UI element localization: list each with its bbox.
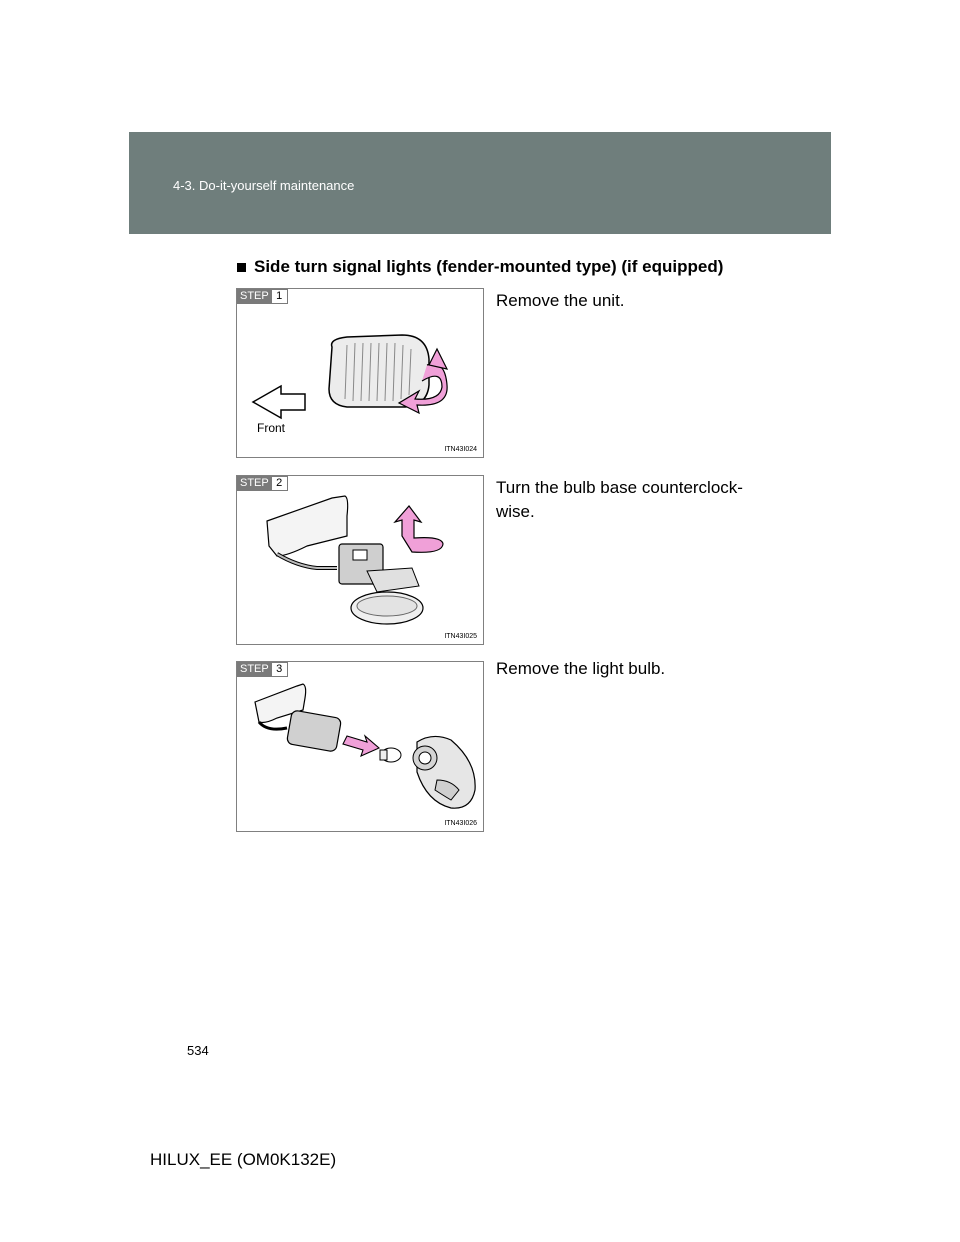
step-badge bbox=[237, 289, 288, 304]
step-2-text: Turn the bulb base counterclock-wise. bbox=[496, 478, 743, 521]
front-callout: Front bbox=[257, 421, 286, 435]
step-label: STEP bbox=[237, 476, 272, 491]
step-number: 1 bbox=[272, 289, 288, 304]
page-number: 534 bbox=[187, 1043, 209, 1058]
step-3-text: Remove the light bulb. bbox=[496, 659, 666, 678]
figure-code: ITN43I024 bbox=[444, 446, 477, 453]
step-number: 2 bbox=[272, 476, 288, 491]
step-3-figure bbox=[236, 661, 484, 832]
step-label: STEP bbox=[237, 289, 272, 304]
figure-code: ITN43I026 bbox=[444, 820, 477, 827]
step-number: 3 bbox=[272, 662, 288, 677]
figure-code: ITN43I025 bbox=[444, 633, 477, 640]
square-bullet-icon bbox=[237, 263, 246, 272]
section-breadcrumb: 4-3. Do-it-yourself maintenance bbox=[173, 178, 355, 193]
header-bar bbox=[129, 132, 831, 234]
step-badge bbox=[237, 476, 288, 491]
step-1-figure bbox=[236, 288, 484, 458]
step-badge bbox=[237, 662, 288, 677]
bulb-base-illustration bbox=[237, 476, 483, 644]
document-id: HILUX_EE (OM0K132E) bbox=[150, 1150, 337, 1169]
light-bulb-removal-illustration bbox=[237, 662, 483, 831]
section-title-text: Side turn signal lights (fender-mounted type) (if equipped) bbox=[254, 257, 724, 276]
step-label: STEP bbox=[237, 662, 272, 677]
step-2-figure bbox=[236, 475, 484, 645]
section-title bbox=[237, 257, 723, 277]
step-1-text: Remove the unit. bbox=[496, 291, 625, 310]
